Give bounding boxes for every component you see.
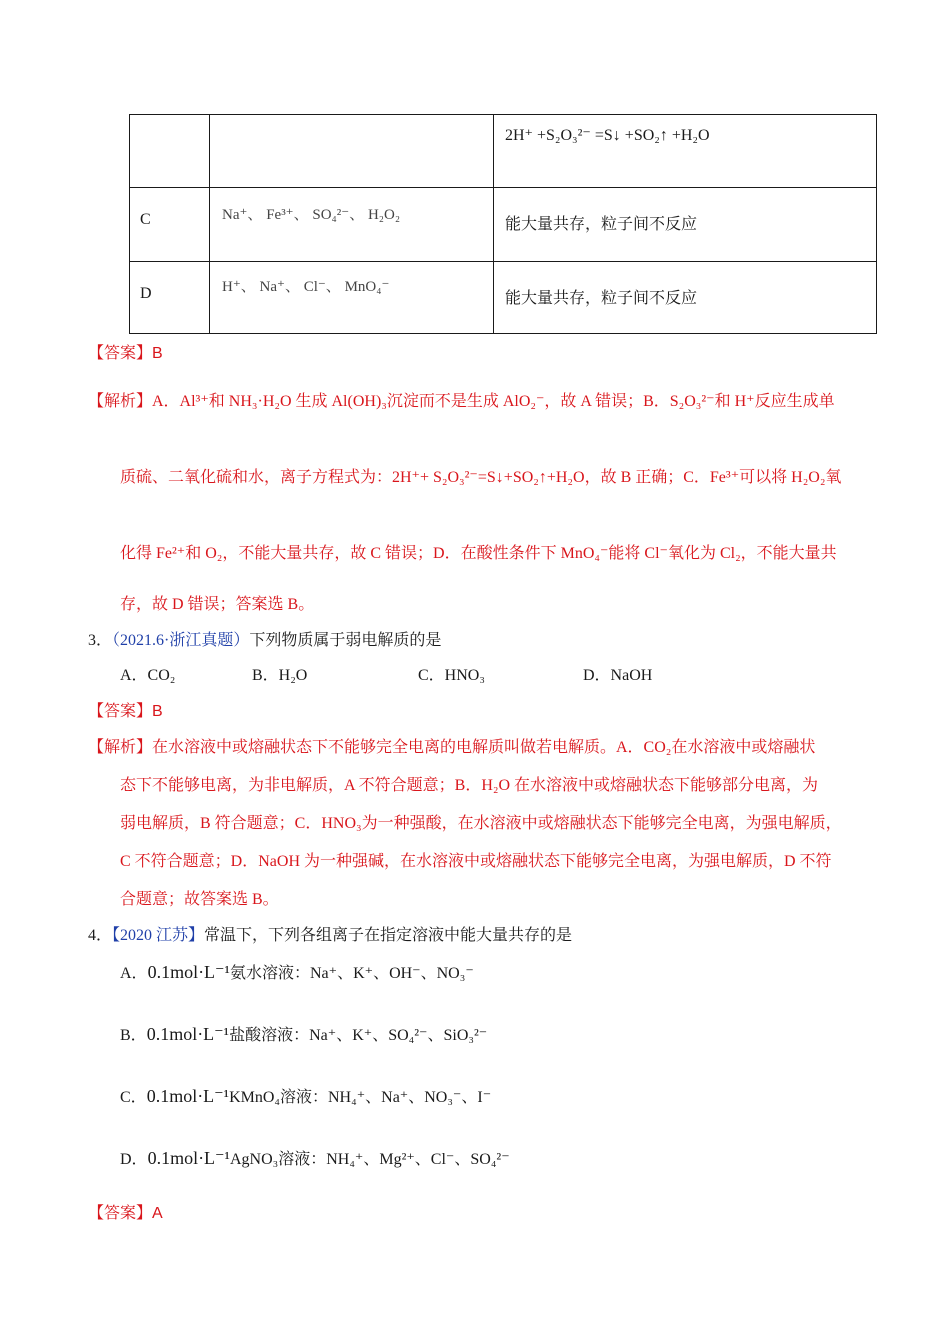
option-solution: 氨水溶液： [229,965,310,982]
q3-option-c: C．HNO₃ [418,667,485,684]
option-ions: NH₄⁺、Mg²⁺、Cl⁻、SO₄²⁻ [326,1151,510,1168]
q3-analysis-line: 态下不能够电离，为非电解质，A 不符合题意；B．H₂O 在水溶液中或熔融状态下能够部分电离，为 [120,777,819,794]
option-label: B． [120,1027,147,1044]
question-source: （2021.6·浙江真题） [112,632,250,649]
q3-stem [88,627,441,650]
row-d-ion: Na⁺ [259,279,285,295]
table-row-divider [130,187,876,188]
answer-tag: 【答案】 [88,345,153,362]
q4-option-c [120,1084,491,1107]
option-concentration: 0.1mol·L⁻¹ [146,1086,230,1106]
option-concentration: 0.1mol·L⁻¹ [147,1148,230,1168]
option-ions: Na⁺、K⁺、SO₄²⁻、SiO₃²⁻ [309,1027,488,1044]
answer-value: B [152,345,163,362]
q3-analysis-line: 在水溶液中或熔融状态下不能够完全电离的电解质叫做若电解质。A．CO₂在水溶液中或熔融状 [152,739,816,756]
answer-value: B [152,703,163,720]
option-concentration: 0.1mol·L⁻¹ [147,962,230,982]
q2-answer [88,340,163,363]
q3-answer [88,698,163,721]
option-ions: Na⁺、K⁺、OH⁻、NO₃⁻ [309,965,474,982]
q3-option-b: B．H₂O [252,667,308,684]
row-c-ion: H₂O₂ [367,207,401,223]
question-text: 下列物质属于弱电解质的是 [249,632,442,649]
row-c-ions: Na⁺、 Fe³⁺、 SO₄²⁻、 H₂O₂ [222,207,401,223]
table-col-divider [493,115,494,333]
option-ions: NH₄⁺、Na⁺、NO₃⁻、I⁻ [328,1089,492,1106]
option-solution: KMnO₄溶液： [229,1089,328,1106]
option-label: D． [120,1151,148,1168]
option-concentration: 0.1mol·L⁻¹ [146,1024,230,1044]
row-c-ion: Na⁺ [222,207,248,223]
q2-analysis-line: 存，故 D 错误；答案选 B。 [120,596,315,613]
ion-table [129,114,877,334]
table-col-divider [209,115,210,333]
q3-analysis-line: 弱电解质，B 符合题意；C．HNO₃为一种强酸，在水溶液中或熔融状态下能够完全电离，为强电解质， [120,815,842,832]
q2-analysis-tag: 【解析】 [88,393,153,410]
row-c-ion: SO₄²⁻ [312,207,350,223]
answer-value: A [152,1205,163,1222]
q2-analysis-line: 化得 Fe²⁺和 O₂，不能大量共存，故 C 错误；D．在酸性条件下 MnO₄⁻能将 Cl⁻氧化为 Cl₂，不能大量共 [120,545,837,562]
row-d-ion: Cl⁻ [303,279,326,295]
q2-analysis-line: 质硫、二氧化硫和水，离子方程式为：2H⁺+ S₂O₃²⁻=S↓+SO₂↑+H₂O，故 B 正确；C．Fe³⁺可以将 H₂O₂氧 [120,469,842,486]
row-c-ion: Fe³⁺ [266,207,294,223]
q2-analysis-line: A．Al³⁺和 NH₃·H₂O 生成 Al(OH)₃沉淀而不是生成 AlO₂⁻，故 A 错误；B．S₂O₃²⁻和 H⁺反应生成单 [152,393,835,410]
question-source: 【2020 江苏】 [112,927,205,944]
row-c-label: C [140,211,151,228]
row-c-result: 能大量共存，粒子间不反应 [505,216,698,233]
q3-option-d: D．NaOH [583,667,653,684]
row-d-label: D [140,285,152,302]
q4-option-d [120,1146,510,1169]
answer-tag: 【答案】 [88,703,153,720]
q4-option-b [120,1022,487,1045]
q4-stem [88,922,572,945]
option-solution: 盐酸溶液： [229,1027,310,1044]
row-b-equation: 2H⁺ +S₂O₃²⁻ =S↓ +SO₂↑ +H₂O [505,127,710,144]
option-label: C． [120,1089,147,1106]
answer-tag: 【答案】 [88,1205,153,1222]
option-label: A． [120,965,148,982]
q3-analysis-tag: 【解析】 [88,739,153,756]
row-d-result: 能大量共存，粒子间不反应 [505,290,698,307]
question-text: 常温下，下列各组离子在指定溶液中能大量共存的是 [204,927,573,944]
q3-option-a: A．CO₂ [120,667,176,684]
q4-answer [88,1200,163,1223]
row-d-ion: H⁺ [222,279,241,295]
q3-analysis-line: C 不符合题意；D．NaOH 为一种强碱，在水溶液中或熔融状态下能够完全电离，为强电解质，D 不符 [120,853,832,870]
row-d-ions: H⁺、 Na⁺、 Cl⁻、 MnO₄⁻ [222,279,390,295]
q3-analysis-line: 合题意；故答案选 B。 [120,891,279,908]
row-d-ion: MnO₄⁻ [344,279,390,295]
option-solution: AgNO₃溶液： [229,1151,327,1168]
question-number: 4． [88,927,113,944]
q4-option-a [120,960,474,983]
question-number: 3． [88,632,113,649]
table-row-divider [130,261,876,262]
